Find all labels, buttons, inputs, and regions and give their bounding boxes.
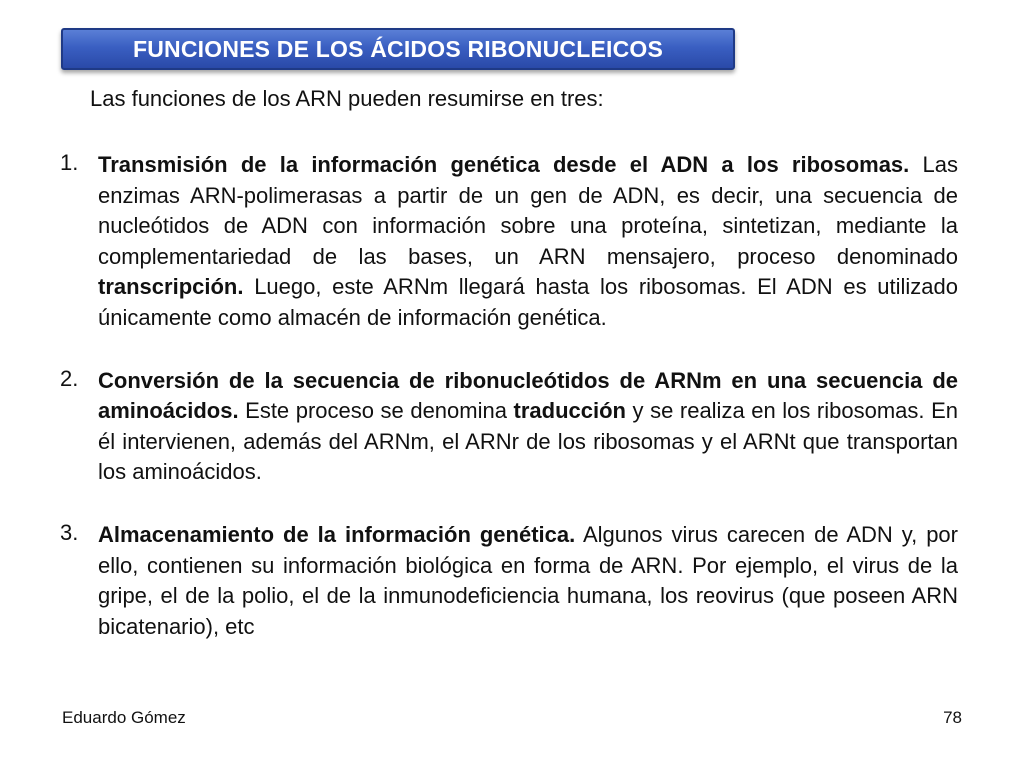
intro-text: Las funciones de los ARN pueden resumirse en tres: bbox=[90, 86, 604, 111]
item-number: 1. bbox=[60, 150, 79, 175]
item-term: traducción bbox=[513, 398, 626, 424]
item-body bbox=[98, 520, 958, 642]
item-heading: Transmisión de la información genética desde el ADN a los ribosomas. bbox=[98, 152, 910, 177]
item-text-continued: Luego, este ARNm llegará hasta los ribosomas. El ADN es utilizado únicamente como almacén de información genética. bbox=[98, 274, 958, 330]
title-banner bbox=[61, 28, 735, 70]
item-number: 2. bbox=[60, 365, 79, 391]
item-body bbox=[98, 150, 958, 334]
list-item bbox=[60, 520, 958, 642]
footer-page-number: 78 bbox=[943, 708, 962, 727]
item-text: Algunos virus carecen de ADN y, por ello, contienen su información biológica en forma de ARN. Por ejemplo, el virus de la gripe, el de la polio, el de la inmunodeficiencia humana, los reovirus (que poseen ARN bicatenario), etc bbox=[98, 521, 958, 639]
list-item bbox=[60, 150, 958, 334]
functions-list bbox=[60, 150, 958, 674]
item-text-continued: y se realiza en los ribosomas. En él intervienen, además del ARNm, el ARNr de los ribosomas y el ARNt que transportan los aminoácidos. bbox=[98, 398, 958, 485]
slide-title: FUNCIONES DE LOS ÁCIDOS RIBONUCLEICOS bbox=[132, 35, 664, 62]
item-term: transcripción. bbox=[98, 274, 244, 300]
footer-author: Eduardo Gómez bbox=[62, 708, 186, 727]
item-text: Este proceso se denomina bbox=[238, 398, 514, 424]
item-body bbox=[98, 366, 958, 488]
item-text: Las enzimas ARN-polimerasas a partir de un gen de ADN, es decir, una secuencia de nucleótidos de ADN con información sobre una proteína, sintetizan, mediante la complementariedad de las bases, un ARN mensajero, proceso denominado bbox=[98, 152, 959, 269]
item-heading: Almacenamiento de la información genética. bbox=[98, 521, 576, 547]
item-number: 3. bbox=[60, 519, 79, 545]
list-item bbox=[60, 366, 958, 488]
item-heading: Conversión de la secuencia de ribonucleótidos de ARNm en una secuencia de aminoácidos. bbox=[98, 367, 958, 424]
